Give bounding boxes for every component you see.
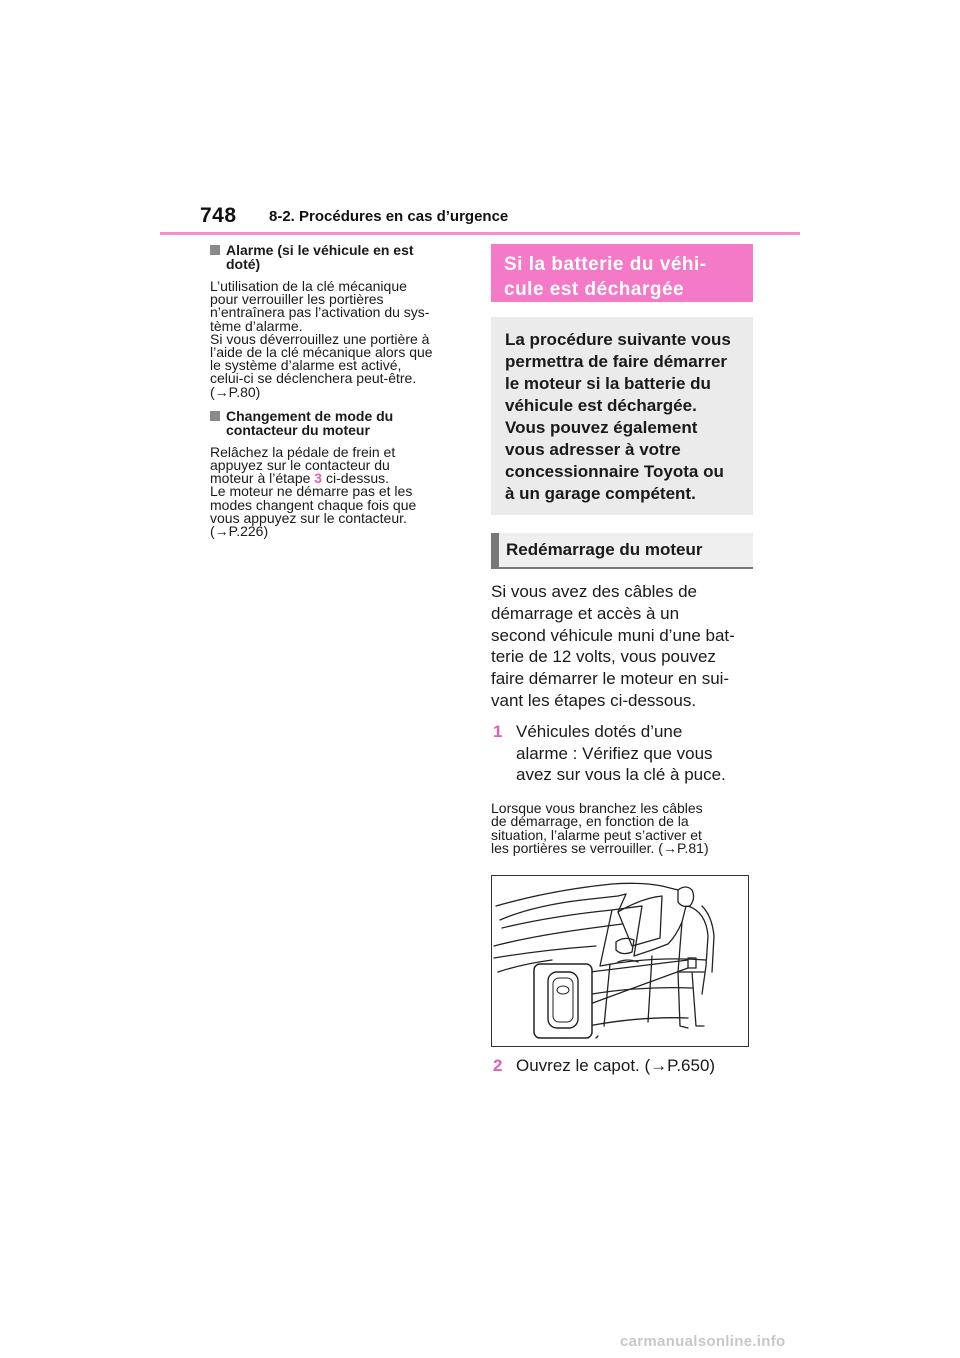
open-hood-reference[interactable]: Ouvrez le capot. (→P.650) xyxy=(516,1055,716,1075)
car-illustration xyxy=(491,875,749,1047)
alarm-subheading: Alarme (si le véhicule en est doté) xyxy=(210,243,470,271)
step-1-note: Lorsque vous branchez les câbles de démarrage, en fonction de la situation, l’alarme peut s’activer et les portières se verrouiller. (→P.81) xyxy=(491,802,753,855)
page-number: 748 xyxy=(200,204,237,227)
intro-box: La procédure suivante vous permettra de faire démarrer le moteur si la batterie du véhicule est déchargée. Vous pouvez également vous adresser à votre concessionnaire Toyota ou à un garage compétent. xyxy=(491,317,753,515)
section-heading: Redémarrage du moteur xyxy=(491,533,753,569)
section-banner: Si la batterie du véhi- cule est déchargée xyxy=(491,244,753,302)
page-reference-link[interactable]: les portières se verrouiller. (→P.81) xyxy=(491,839,709,856)
car-door-smart-key-illustration xyxy=(492,876,748,1046)
step-reference: 3 xyxy=(314,470,323,487)
section-title: 8-2. Procédures en cas d’urgence xyxy=(269,208,509,225)
page-reference-link[interactable]: (→P.226) xyxy=(210,523,269,540)
right-column xyxy=(491,244,753,1077)
header-divider xyxy=(160,232,800,235)
watermark: carmanualsonline.info xyxy=(620,1333,786,1350)
step-number: 2 xyxy=(493,1055,503,1075)
square-bullet-icon xyxy=(210,411,220,421)
page-reference-link[interactable]: (→P.80) xyxy=(210,383,261,400)
step-1: 1 Véhicules dotés d’une alarme : Vérifiez que vous avez sur vous la clé à puce. xyxy=(493,721,726,785)
alarm-text: L’utilisation de la clé mécanique pour verrouiller les portières n’entraînera pas l’activation du sys- tème d’alarme. Si vous déverrouillez une portière à l’aide de la clé mécanique alors que le système d’alarme est activé, celui-ci se déclenchera peut-être. (→P.80) xyxy=(210,280,470,399)
page-header xyxy=(200,204,800,234)
mode-text: Relâchez la pédale de frein et appuyez sur le contacteur du moteur à l’étape 3 ci-dessus. Le moteur ne démarre pas et les modes changent chaque fois que vous appuyez sur le contacteur. (→P.226) xyxy=(210,446,470,538)
left-column xyxy=(210,243,470,548)
step-2 xyxy=(491,1055,753,1077)
step-number: 1 xyxy=(493,721,503,741)
square-bullet-icon xyxy=(210,245,220,255)
mode-subheading: Changement de mode du contacteur du moteur xyxy=(210,409,470,437)
restart-text: Si vous avez des câbles de démarrage et accès à un second véhicule muni d’une bat- terie de 12 volts, vous pouvez faire démarrer le moteur en sui- vant les étapes ci-dessous. xyxy=(491,582,735,710)
